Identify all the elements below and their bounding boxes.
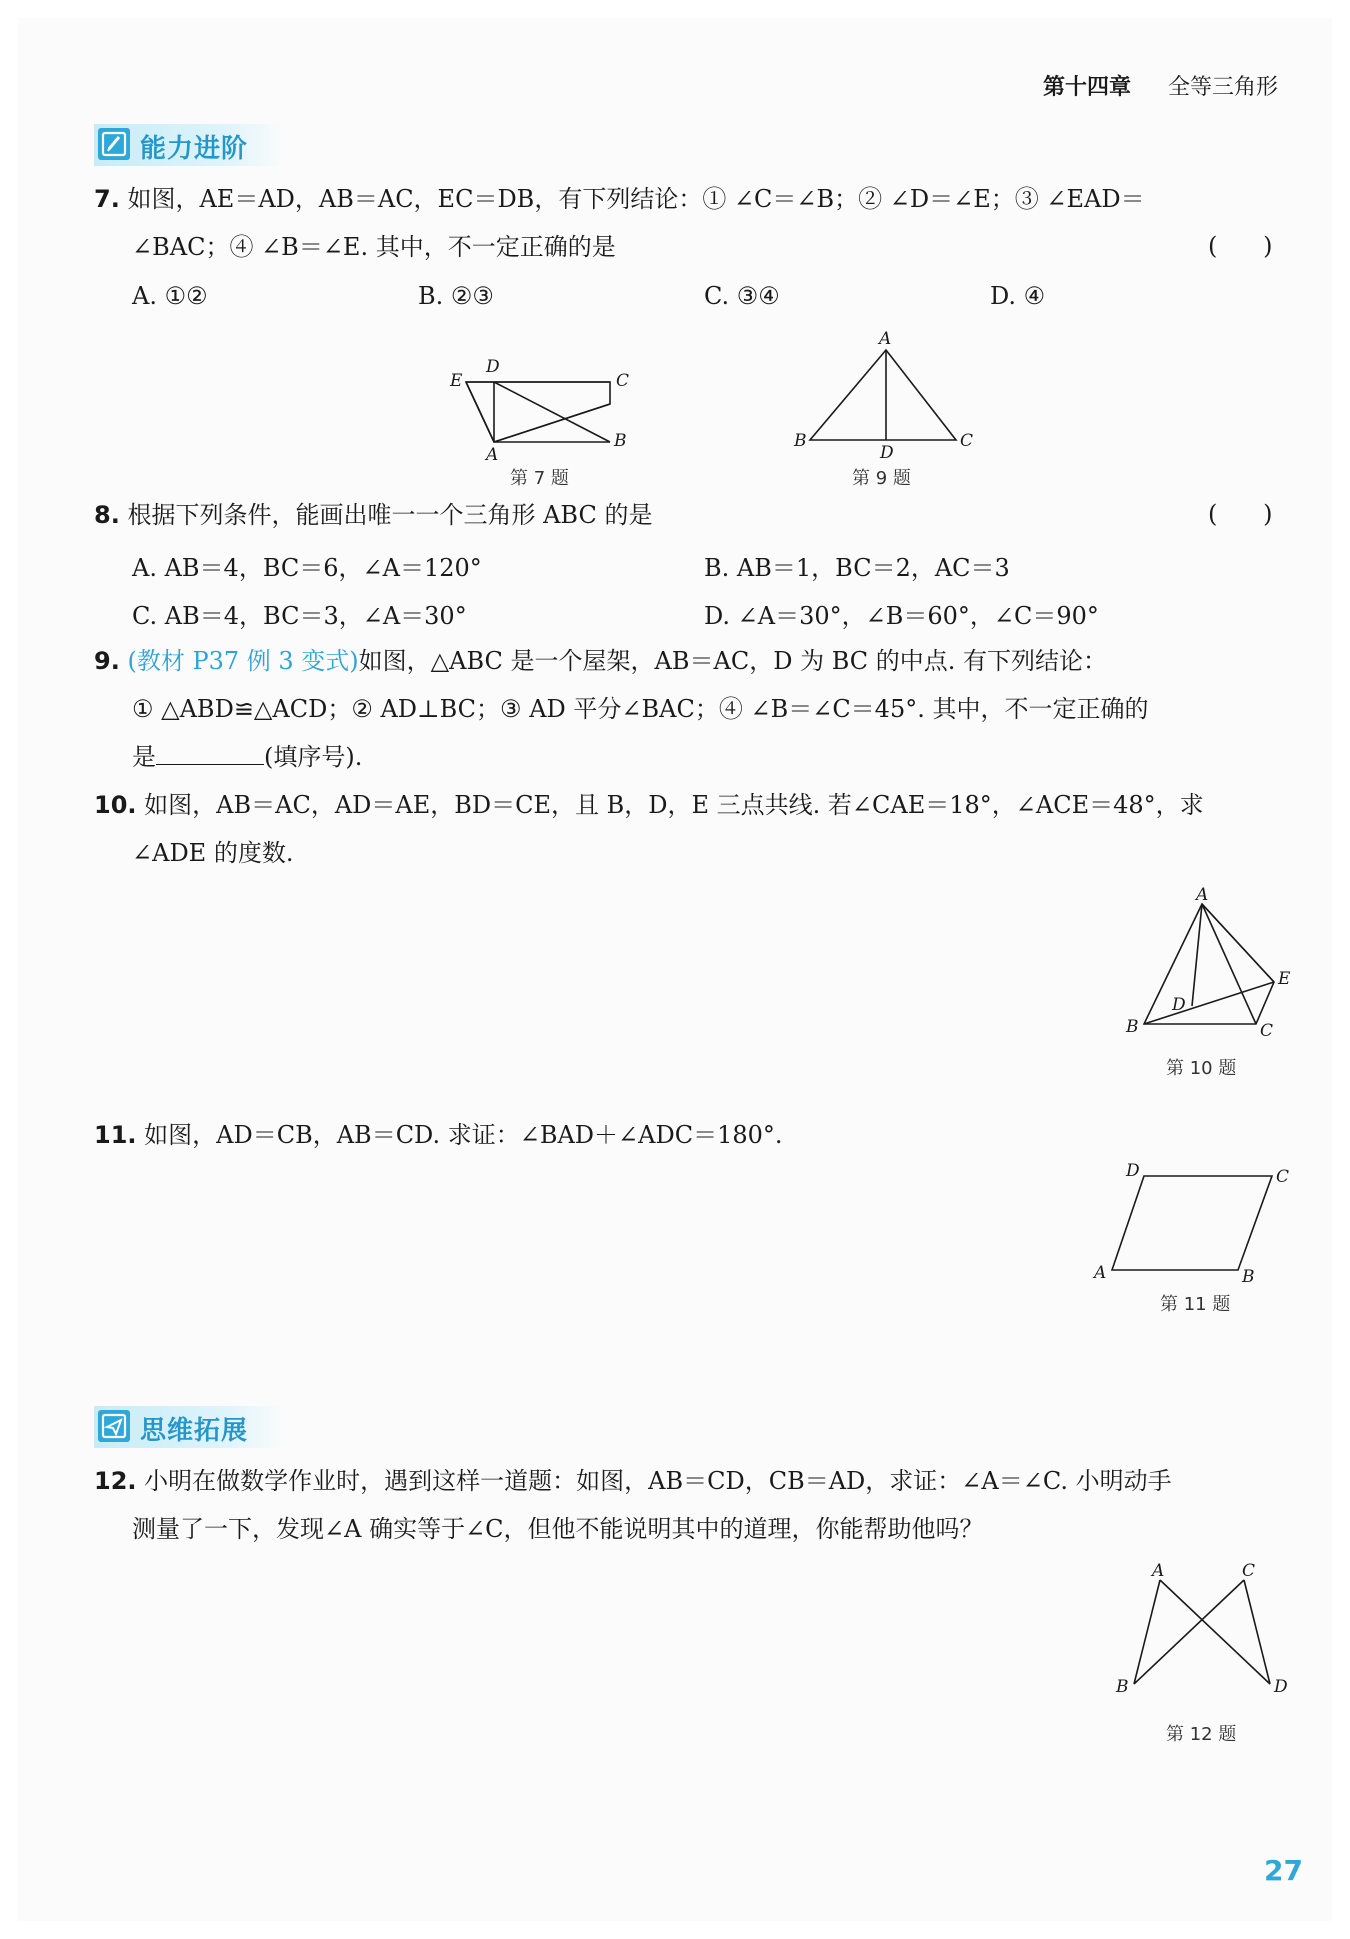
option-d: D. ∠A＝30°，∠B＝60°，∠C＝90° [704, 602, 1099, 630]
question-7-line2: ∠BAC；④ ∠B＝∠E. 其中，不一定正确的是 [132, 233, 616, 261]
question-12-line1 [94, 1466, 1172, 1496]
source-reference: (教材 P37 例 3 变式) [127, 647, 359, 675]
question-10-line2: ∠ADE 的度数. [132, 839, 294, 867]
question-text: 如图，AB＝AC，AD＝AE，BD＝CE，且 B，D，E 三点共线. 若∠CAE＝18°，∠ACE＝48°，求 [144, 791, 1204, 819]
question-text: 是 [132, 743, 156, 771]
question-text: 如图，AD＝CB，AB＝CD. 求证：∠BAD＋∠ADC＝180°. [144, 1121, 783, 1149]
option-b: B. AB＝1，BC＝2，AC＝3 [704, 554, 1010, 582]
point-label: B [794, 431, 807, 451]
question-10-line1 [94, 790, 1204, 820]
figure-10-caption: 第 10 题 [1166, 1058, 1237, 1079]
question-number: 9. [94, 647, 120, 675]
question-number: 12. [94, 1467, 137, 1495]
point-label: B [614, 431, 627, 451]
point-label: D [1274, 1677, 1288, 1697]
question-number: 8. [94, 501, 120, 529]
question-number: 10. [94, 791, 137, 819]
page-number: 27 [1264, 1854, 1303, 1887]
option-d: D. ④ [990, 282, 1046, 310]
chapter-number: 第十四章 [1043, 75, 1132, 100]
figure-10-diagram [1114, 876, 1304, 1036]
point-label: C [616, 371, 630, 391]
section-banner-extension [94, 1406, 284, 1448]
figure-7-outline [466, 382, 610, 442]
question-number: 11. [94, 1121, 137, 1149]
section-title-extension: 思维拓展 [140, 1416, 249, 1446]
question-9-line1 [94, 646, 1107, 676]
question-8-line1 [94, 500, 653, 530]
figure-9-diagram [790, 330, 990, 462]
point-label: D [1126, 1161, 1140, 1181]
point-label: A [879, 330, 892, 349]
figure-7-diagram [440, 352, 640, 464]
option-a: A. AB＝4，BC＝6，∠A＝120° [132, 554, 482, 582]
answer-bracket: ( ) [1208, 500, 1273, 528]
section-title-advanced: 能力进阶 [140, 134, 249, 164]
answer-bracket: ( ) [1208, 232, 1273, 260]
question-7-line1 [94, 184, 1145, 214]
point-label: B [1126, 1017, 1139, 1036]
question-text: 根据下列条件，能画出唯一一个三角形 ABC 的是 [127, 501, 653, 529]
question-9-line3 [132, 742, 362, 772]
figure-12-diagram [1104, 1556, 1304, 1706]
point-label: D [880, 443, 894, 462]
question-text: 小明在做数学作业时，遇到这样一道题：如图，AB＝CD，CB＝AD，求证：∠A＝∠C. 小明动手 [144, 1467, 1172, 1495]
figure-11-caption: 第 11 题 [1160, 1294, 1231, 1315]
pencil-icon [98, 128, 130, 160]
point-label: A [486, 445, 499, 464]
point-label: C [960, 431, 974, 451]
point-label: E [450, 371, 463, 391]
point-label: C [1276, 1167, 1290, 1187]
option-b: B. ②③ [418, 282, 494, 310]
section-banner-advanced [94, 124, 284, 166]
point-label: C [1260, 1021, 1274, 1036]
figure-9-caption: 第 9 题 [852, 468, 911, 489]
option-c: C. ③④ [704, 282, 780, 310]
question-text: 如图，AE＝AD，AB＝AC，EC＝DB，有下列结论：① ∠C＝∠B；② ∠D＝∠E；③ ∠EAD＝ [127, 185, 1145, 213]
point-label: C [1242, 1561, 1256, 1581]
point-label: A [1094, 1263, 1107, 1283]
figure-7-caption: 第 7 题 [510, 468, 569, 489]
figure-11-diagram [1090, 1160, 1310, 1290]
paper-plane-icon [98, 1410, 130, 1442]
point-label: A [1196, 885, 1209, 905]
option-c: C. AB＝4，BC＝3，∠A＝30° [132, 602, 467, 630]
question-11-line1 [94, 1120, 783, 1150]
point-label: D [1172, 995, 1186, 1015]
chapter-title: 全等三角形 [1168, 75, 1279, 100]
point-label: B [1242, 1267, 1255, 1287]
question-number: 7. [94, 185, 120, 213]
point-label: D [486, 357, 500, 377]
question-12-line2: 测量了一下，发现∠A 确实等于∠C，但他不能说明其中的道理，你能帮助他吗？ [132, 1515, 984, 1543]
point-label: E [1278, 969, 1291, 989]
answer-blank[interactable] [156, 742, 264, 765]
question-9-line2: ① △ABD≌△ACD；② AD⊥BC；③ AD 平分∠BAC；④ ∠B＝∠C＝45°. 其中，不一定正确的 [132, 695, 1149, 723]
point-label: B [1116, 1677, 1129, 1697]
question-text: 如图，△ABC 是一个屋架，AB＝AC，D 为 BC 的中点. 有下列结论： [358, 647, 1108, 675]
figure-12-caption: 第 12 题 [1166, 1724, 1237, 1745]
question-text: (填序号). [264, 743, 363, 771]
point-label: A [1152, 1561, 1165, 1581]
option-a: A. ①② [132, 282, 208, 310]
